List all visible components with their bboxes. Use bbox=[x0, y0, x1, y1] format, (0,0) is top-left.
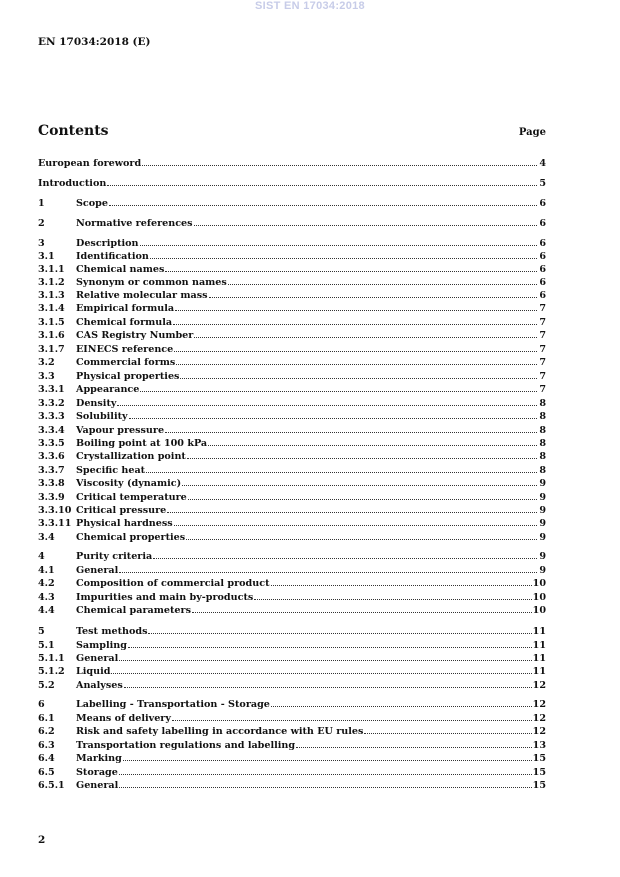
dot-leader bbox=[107, 185, 537, 186]
toc-entry-title: Relative molecular mass bbox=[76, 290, 208, 301]
dot-leader bbox=[128, 647, 532, 648]
toc-entry[interactable] bbox=[38, 565, 546, 576]
toc-entry[interactable] bbox=[38, 330, 546, 341]
toc-entry-number: 3.4 bbox=[38, 532, 55, 543]
toc-entry-page: 15 bbox=[532, 767, 546, 778]
toc-entry[interactable] bbox=[38, 264, 546, 275]
toc-entry-title: Critical temperature bbox=[76, 492, 187, 503]
toc-entry-title: Crystallization point bbox=[76, 451, 186, 462]
toc-entry-title: CAS Registry Number bbox=[76, 330, 194, 341]
toc-entry-title: Composition of commercial product bbox=[76, 578, 270, 589]
dot-leader bbox=[119, 660, 531, 661]
toc-entry[interactable] bbox=[38, 767, 546, 778]
toc-entry-page: 6 bbox=[539, 218, 546, 229]
toc-entry-title: Impurities and main by-products bbox=[76, 592, 254, 603]
dot-leader bbox=[146, 472, 537, 473]
dot-leader bbox=[111, 673, 531, 674]
toc-entry-page: 11 bbox=[532, 666, 546, 677]
toc-entry-title: Sampling bbox=[76, 640, 127, 651]
dot-leader bbox=[186, 539, 537, 540]
toc-entry-number: 6.5.1 bbox=[38, 780, 65, 791]
toc-entry-number: 5.1 bbox=[38, 640, 55, 651]
toc-entry-number: 3.1.3 bbox=[38, 290, 65, 301]
toc-entry-number: 3 bbox=[38, 238, 45, 249]
dot-leader bbox=[208, 445, 537, 446]
dot-leader bbox=[187, 458, 537, 459]
toc-entry-page: 7 bbox=[539, 384, 546, 395]
toc-entry-title: Viscosity (dynamic) bbox=[76, 478, 182, 489]
toc-entry[interactable] bbox=[38, 551, 546, 562]
dot-leader bbox=[194, 337, 537, 338]
toc-entry-title: Description bbox=[76, 238, 139, 249]
toc-entry-title: Purity criteria bbox=[76, 551, 153, 562]
toc-entry-number: 3.3.8 bbox=[38, 478, 65, 489]
toc-entry-page: 7 bbox=[539, 317, 546, 328]
toc-entry-page: 15 bbox=[532, 753, 546, 764]
toc-entry[interactable] bbox=[38, 344, 546, 355]
dot-leader bbox=[167, 512, 537, 513]
toc-entry[interactable] bbox=[38, 303, 546, 314]
toc-entry-page: 6 bbox=[539, 290, 546, 301]
toc-entry-page: 12 bbox=[532, 726, 546, 737]
toc-entry-number: 6 bbox=[38, 699, 45, 710]
toc-entry-title: European foreword bbox=[38, 158, 142, 169]
toc-entry-number: 5.1.1 bbox=[38, 653, 65, 664]
dot-leader bbox=[153, 558, 537, 559]
toc-entry-title: Critical pressure bbox=[76, 505, 167, 516]
toc-entry[interactable] bbox=[38, 578, 546, 589]
toc-entry-number: 4.2 bbox=[38, 578, 55, 589]
toc-entry-page: 12 bbox=[532, 699, 546, 710]
dot-leader bbox=[188, 499, 537, 500]
toc-entry[interactable] bbox=[38, 666, 546, 677]
toc-entry[interactable] bbox=[38, 680, 546, 691]
dot-leader bbox=[129, 418, 537, 419]
toc-entry-page: 6 bbox=[539, 198, 546, 209]
toc-entry-title: Liquid bbox=[76, 666, 111, 677]
toc-entry-title: Boiling point at 100 kPa bbox=[76, 438, 208, 449]
toc-entry-page: 6 bbox=[539, 264, 546, 275]
toc-entry[interactable] bbox=[38, 753, 546, 764]
watermark: SIST EN 17034:2018 bbox=[255, 0, 365, 12]
toc-entry-page: 8 bbox=[539, 451, 546, 462]
dot-leader bbox=[271, 585, 532, 586]
toc-entry-page: 7 bbox=[539, 357, 546, 368]
toc-entry-title: General bbox=[76, 653, 119, 664]
dot-leader bbox=[119, 572, 537, 573]
toc-entry-page: 13 bbox=[532, 740, 546, 751]
toc-entry-title: Synonym or common names bbox=[76, 277, 227, 288]
toc-entry-title: Chemical names bbox=[76, 264, 165, 275]
toc-entry[interactable] bbox=[38, 398, 546, 409]
toc-entry[interactable] bbox=[38, 158, 546, 169]
dot-leader bbox=[173, 324, 537, 325]
toc-entry-page: 9 bbox=[539, 518, 546, 529]
toc-entry-page: 7 bbox=[539, 344, 546, 355]
toc-entry-page: 8 bbox=[539, 411, 546, 422]
toc-entry-title: Chemical formula bbox=[76, 317, 173, 328]
toc-entry-page: 6 bbox=[539, 238, 546, 249]
toc-entry[interactable] bbox=[38, 505, 546, 516]
toc-entry-number: 3.3.6 bbox=[38, 451, 65, 462]
toc-entry-page: 9 bbox=[539, 478, 546, 489]
toc-entry[interactable] bbox=[38, 640, 546, 651]
toc-entry-title: Transportation regulations and labelling bbox=[76, 740, 296, 751]
toc-entry-number: 4.1 bbox=[38, 565, 55, 576]
dot-leader bbox=[124, 687, 532, 688]
toc-entry-number: 3.1.2 bbox=[38, 277, 65, 288]
toc-entry[interactable] bbox=[38, 290, 546, 301]
toc-entry-title: General bbox=[76, 780, 119, 791]
toc-entry-number: 3.3.7 bbox=[38, 465, 65, 476]
toc-entry-title: Normative references bbox=[76, 218, 193, 229]
toc-entry[interactable] bbox=[38, 238, 546, 249]
toc-entry[interactable] bbox=[38, 592, 546, 603]
toc-entry-title: Empirical formula bbox=[76, 303, 175, 314]
toc-entry-page: 8 bbox=[539, 438, 546, 449]
toc-entry-number: 5.2 bbox=[38, 680, 55, 691]
toc-entry[interactable] bbox=[38, 425, 546, 436]
toc-entry-page: 4 bbox=[539, 158, 546, 169]
dot-leader bbox=[176, 364, 537, 365]
toc-entry-title: Marking bbox=[76, 753, 122, 764]
toc-entry-title: Identification bbox=[76, 251, 149, 262]
toc-entry[interactable] bbox=[38, 532, 546, 543]
dot-leader bbox=[271, 706, 532, 707]
toc-entry-page: 15 bbox=[532, 780, 546, 791]
toc-entry-title: Density bbox=[76, 398, 117, 409]
dot-leader bbox=[119, 774, 532, 775]
toc-entry-title: Introduction bbox=[38, 178, 107, 189]
toc-entry[interactable] bbox=[38, 451, 546, 462]
toc-entry[interactable] bbox=[38, 780, 546, 791]
toc-entry[interactable] bbox=[38, 713, 546, 724]
toc-entry-page: 9 bbox=[539, 532, 546, 543]
toc-entry-page: 12 bbox=[532, 713, 546, 724]
toc-entry[interactable] bbox=[38, 518, 546, 529]
toc-entry-title: EINECS reference bbox=[76, 344, 174, 355]
toc-entry-title: Physical properties bbox=[76, 371, 180, 382]
toc-entry[interactable] bbox=[38, 277, 546, 288]
toc-entry[interactable] bbox=[38, 198, 546, 209]
toc-entry-title: Chemical properties bbox=[76, 532, 186, 543]
toc-entry-page: 9 bbox=[539, 565, 546, 576]
toc-entry-page: 5 bbox=[539, 178, 546, 189]
toc-entry-number: 6.3 bbox=[38, 740, 55, 751]
toc-entry-title: Storage bbox=[76, 767, 118, 778]
toc-entry-title: Vapour pressure bbox=[76, 425, 165, 436]
toc-entry[interactable] bbox=[38, 438, 546, 449]
toc-entry-number: 3.3 bbox=[38, 371, 55, 382]
page-column-label: Page bbox=[518, 127, 546, 138]
dot-leader bbox=[192, 612, 532, 613]
toc-entry-number: 5 bbox=[38, 626, 45, 637]
dot-leader bbox=[182, 485, 537, 486]
toc-entry[interactable] bbox=[38, 726, 546, 737]
toc-entry[interactable] bbox=[38, 178, 546, 189]
toc-entry-number: 3.1.4 bbox=[38, 303, 65, 314]
toc-entry-number: 3.3.9 bbox=[38, 492, 65, 503]
toc-entry-page: 10 bbox=[532, 592, 546, 603]
toc-entry-page: 10 bbox=[532, 605, 546, 616]
toc-entry-title: Specific heat bbox=[76, 465, 146, 476]
toc-entry-number: 3.1.1 bbox=[38, 264, 65, 275]
footer-page-number: 2 bbox=[38, 834, 46, 846]
dot-leader bbox=[175, 310, 537, 311]
toc-entry-page: 9 bbox=[539, 492, 546, 503]
dot-leader bbox=[119, 787, 531, 788]
toc-entry-page: 7 bbox=[539, 330, 546, 341]
toc-entry[interactable] bbox=[38, 465, 546, 476]
toc-entry-title: Test methods bbox=[76, 626, 148, 637]
toc-entry-number: 3.3.11 bbox=[38, 518, 72, 529]
toc-entry-page: 12 bbox=[532, 680, 546, 691]
toc-entry-page: 8 bbox=[539, 398, 546, 409]
toc-entry-number: 3.1.7 bbox=[38, 344, 65, 355]
toc-entry-title: Commercial forms bbox=[76, 357, 176, 368]
toc-entry-number: 6.5 bbox=[38, 767, 55, 778]
toc-entry-number: 5.1.2 bbox=[38, 666, 65, 677]
toc-entry-page: 6 bbox=[539, 277, 546, 288]
toc-entry-page: 8 bbox=[539, 425, 546, 436]
toc-entry-number: 3.1.6 bbox=[38, 330, 65, 341]
dot-leader bbox=[123, 760, 532, 761]
toc-entry-title: Physical hardness bbox=[76, 518, 173, 529]
dot-leader bbox=[228, 284, 537, 285]
toc-entry-title: Scope bbox=[76, 198, 108, 209]
toc-entry-title: Means of delivery bbox=[76, 713, 171, 724]
toc-entry[interactable] bbox=[38, 605, 546, 616]
toc-entry-number: 3.3.4 bbox=[38, 425, 65, 436]
toc-entry[interactable] bbox=[38, 626, 546, 637]
toc-entry-page: 10 bbox=[532, 578, 546, 589]
dot-leader bbox=[172, 720, 532, 721]
toc-entry-number: 1 bbox=[38, 198, 45, 209]
toc-entry[interactable] bbox=[38, 317, 546, 328]
toc-entry-number: 3.3.2 bbox=[38, 398, 65, 409]
toc-entry-number: 3.1.5 bbox=[38, 317, 65, 328]
dot-leader bbox=[174, 525, 537, 526]
toc-entry-number: 6.1 bbox=[38, 713, 55, 724]
dot-leader bbox=[364, 733, 531, 734]
toc-entry-page: 9 bbox=[539, 551, 546, 562]
dot-leader bbox=[109, 205, 537, 206]
toc-entry-page: 11 bbox=[532, 640, 546, 651]
dot-leader bbox=[165, 271, 537, 272]
toc-entry-number: 2 bbox=[38, 218, 45, 229]
toc-entry[interactable] bbox=[38, 478, 546, 489]
toc-entry-number: 3.2 bbox=[38, 357, 55, 368]
dot-leader bbox=[117, 405, 537, 406]
dot-leader bbox=[148, 633, 531, 634]
toc-entry-title: Appearance bbox=[76, 384, 140, 395]
toc-entry-page: 9 bbox=[539, 505, 546, 516]
toc-entry[interactable] bbox=[38, 740, 546, 751]
toc-entry[interactable] bbox=[38, 251, 546, 262]
toc-entry[interactable] bbox=[38, 218, 546, 229]
toc-entry-title: Risk and safety labelling in accordance with EU rules bbox=[76, 726, 364, 737]
toc-entry-number: 6.2 bbox=[38, 726, 55, 737]
toc-entry[interactable] bbox=[38, 371, 546, 382]
toc-entry-number: 3.3.1 bbox=[38, 384, 65, 395]
toc-entry[interactable] bbox=[38, 411, 546, 422]
toc-entry-page: 11 bbox=[532, 653, 546, 664]
toc-entry-title: Solubility bbox=[76, 411, 128, 422]
toc-entry[interactable] bbox=[38, 699, 546, 710]
toc-entry-number: 3.3.5 bbox=[38, 438, 65, 449]
dot-leader bbox=[296, 747, 532, 748]
toc-entry-page: 11 bbox=[532, 626, 546, 637]
toc-entry[interactable] bbox=[38, 384, 546, 395]
toc-entry[interactable] bbox=[38, 357, 546, 368]
document-id: EN 17034:2018 (E) bbox=[38, 36, 151, 48]
dot-leader bbox=[254, 599, 531, 600]
toc-entry-page: 8 bbox=[539, 465, 546, 476]
toc-entry-page: 6 bbox=[539, 251, 546, 262]
toc-entry-title: General bbox=[76, 565, 119, 576]
toc-entry-number: 4.3 bbox=[38, 592, 55, 603]
dot-leader bbox=[165, 432, 537, 433]
contents-heading: Contents bbox=[38, 123, 109, 139]
dot-leader bbox=[209, 297, 537, 298]
toc-entry[interactable] bbox=[38, 492, 546, 503]
toc-entry-title: Chemical parameters bbox=[76, 605, 191, 616]
dot-leader bbox=[142, 165, 537, 166]
toc-entry-number: 6.4 bbox=[38, 753, 55, 764]
toc-entry-page: 7 bbox=[539, 371, 546, 382]
dot-leader bbox=[174, 351, 537, 352]
toc-entry[interactable] bbox=[38, 653, 546, 664]
dot-leader bbox=[140, 245, 537, 246]
toc-entry-page: 7 bbox=[539, 303, 546, 314]
toc-entry-title: Labelling - Transportation - Storage bbox=[76, 699, 270, 710]
toc-entry-number: 3.3.3 bbox=[38, 411, 65, 422]
toc-entry-number: 3.3.10 bbox=[38, 505, 72, 516]
dot-leader bbox=[180, 378, 537, 379]
toc-entry-number: 3.1 bbox=[38, 251, 55, 262]
toc-entry-number: 4 bbox=[38, 551, 45, 562]
dot-leader bbox=[194, 225, 537, 226]
dot-leader bbox=[140, 391, 537, 392]
dot-leader bbox=[150, 258, 537, 259]
toc-entry-title: Analyses bbox=[76, 680, 123, 691]
toc-entry-number: 4.4 bbox=[38, 605, 55, 616]
